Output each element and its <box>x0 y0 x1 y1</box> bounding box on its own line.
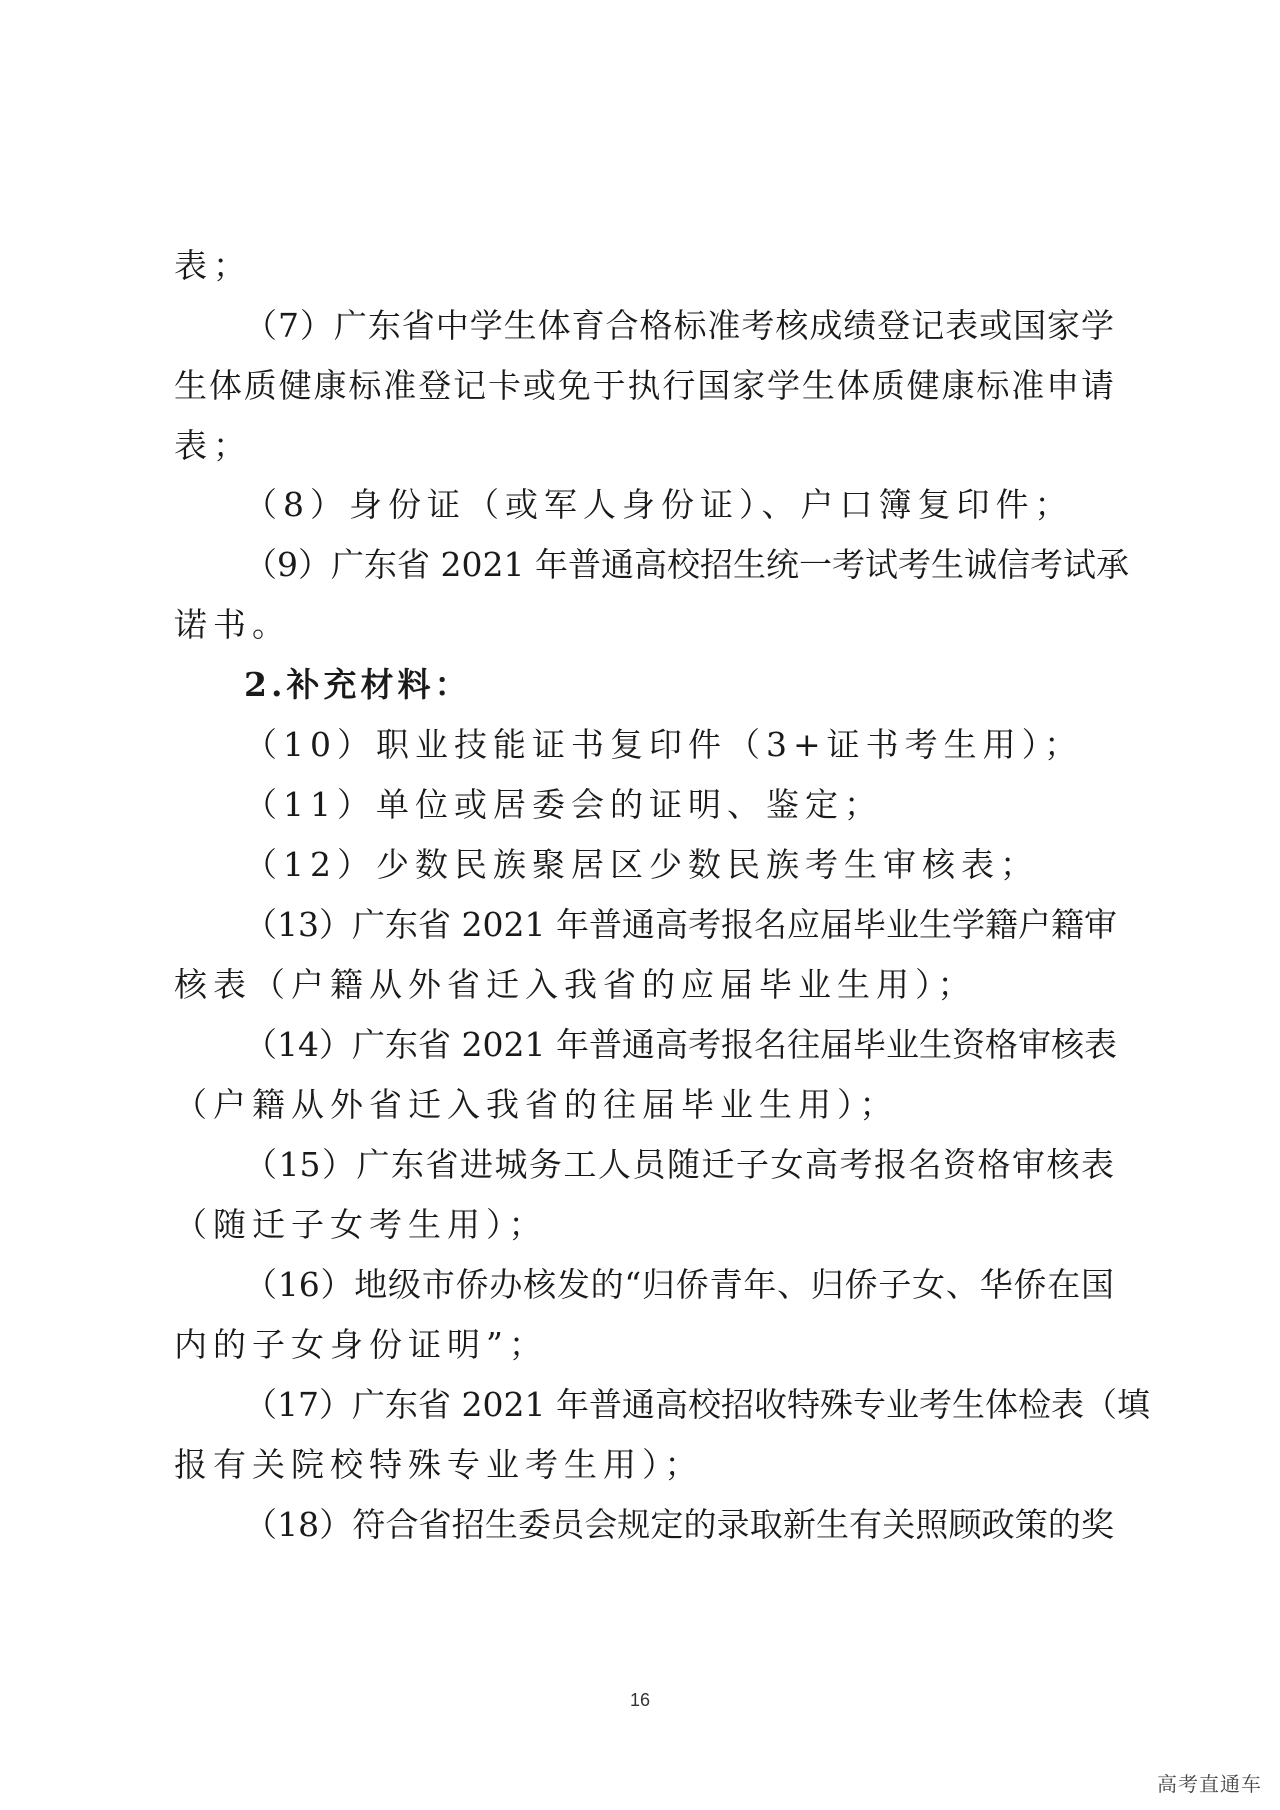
text-line: （15）广东省进城务工人员随迁子女高考报名资格审核表 <box>244 1145 1114 1184</box>
watermark: 高考直通车 <box>1157 1772 1262 1796</box>
text-line: （18）符合省招生委员会规定的录取新生有关照顾政策的奖 <box>244 1505 1114 1544</box>
text-line: （14）广东省 2021 年普通高考报名往届毕业生资格审核表 <box>244 1025 1117 1064</box>
text-line: （8）身份证（或军人身份证）、户口簿复印件； <box>244 485 1074 524</box>
text-line: （随迁子女考生用）； <box>174 1205 548 1244</box>
text-line: 诺书。 <box>174 605 291 644</box>
page-number: 16 <box>629 1690 651 1710</box>
text-line: （户籍从外省迁入我省的往届毕业生用）； <box>174 1085 899 1124</box>
section-heading: 2.补充材料： <box>244 665 472 704</box>
text-line: （17）广东省 2021 年普通高校招收特殊专业考生体检表（填 <box>244 1385 1150 1424</box>
text-line: （10）职业技能证书复印件（3+证书考生用）； <box>244 725 1084 764</box>
text-line: 生体质健康标准登记卡或免于执行国家学生体质健康标准申请 <box>174 366 1114 405</box>
text-line: 报有关院校特殊专业考生用）； <box>174 1445 704 1484</box>
text-line: （11）单位或居委会的证明、鉴定； <box>244 785 883 824</box>
text-line: 核表（户籍从外省迁入我省的应届毕业生用）； <box>174 965 977 1004</box>
text-line: （13）广东省 2021 年普通高考报名应届毕业生学籍户籍审 <box>244 905 1117 944</box>
text-line: 表； <box>174 426 252 465</box>
text-line: （12）少数民族聚居区少数民族考生审核表； <box>244 845 1039 884</box>
text-line: （7）广东省中学生体育合格标准考核成绩登记表或国家学 <box>244 306 1114 345</box>
text-line: 表； <box>174 246 252 285</box>
text-line: 内的子女身份证明”； <box>174 1325 548 1364</box>
text-line: （9）广东省 2021 年普通高校招生统一考试考生诚信考试承 <box>244 545 1129 584</box>
text-line: （16）地级市侨办核发的“归侨青年、归侨子女、华侨在国 <box>244 1265 1114 1304</box>
